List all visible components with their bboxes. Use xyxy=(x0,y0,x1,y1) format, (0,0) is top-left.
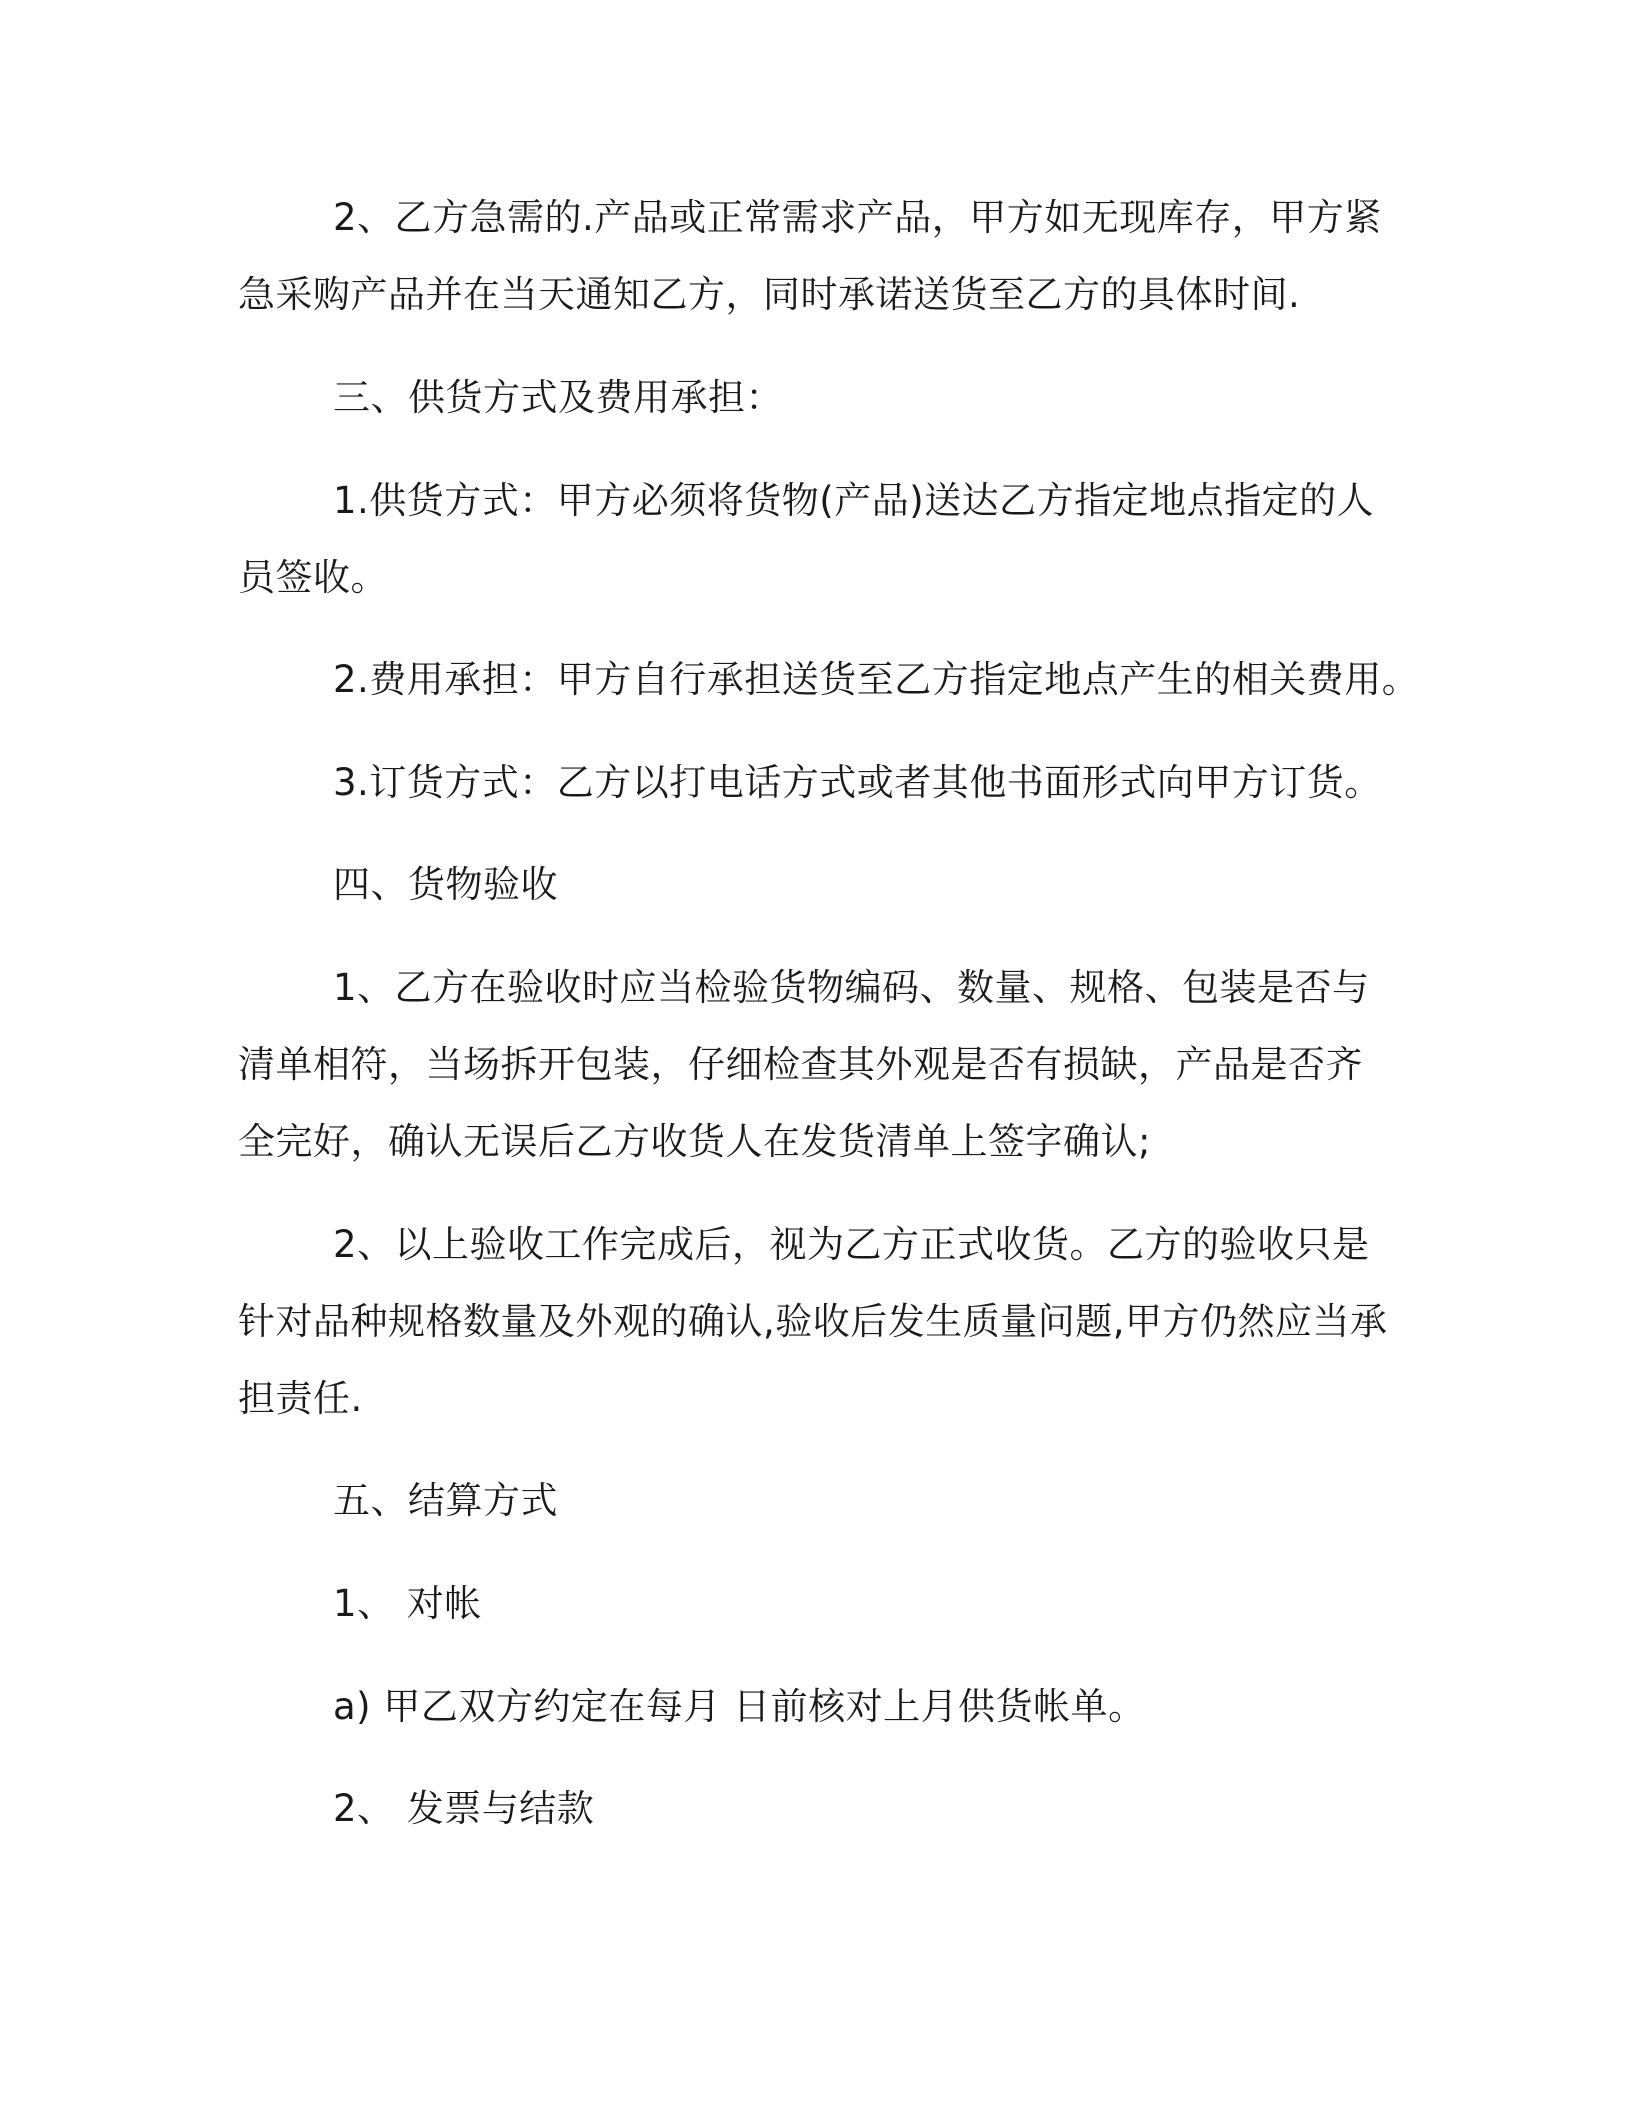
paragraph-line: a) 甲乙双方约定在每月 日前核对上月供货帐单。 xyxy=(333,1685,1146,1728)
paragraph-line: 针对品种规格数量及外观的确认,验收后发生质量问题,甲方仍然应当承 xyxy=(238,1300,1388,1343)
paragraph-line: 2、以上验收工作完成后，视为乙方正式收货。乙方的验收只是 xyxy=(333,1223,1370,1266)
subsection-heading: 1、 对帐 xyxy=(333,1582,482,1625)
paragraph-line: 清单相符，当场拆开包装，仔细检查其外观是否有损缺，产品是否齐 xyxy=(238,1043,1363,1086)
paragraph-line: 2.费用承担：甲方自行承担送货至乙方指定地点产生的相关费用。 xyxy=(333,658,1420,701)
paragraph-line: 3.订货方式：乙方以打电话方式或者其他书面形式向甲方订货。 xyxy=(333,761,1382,804)
paragraph-line: 担责任. xyxy=(238,1377,363,1420)
paragraph-line: 1.供货方式：甲方必须将货物(产品)送达乙方指定地点指定的人 xyxy=(333,479,1375,522)
paragraph-line: 1、乙方在验收时应当检验货物编码、数量、规格、包装是否与 xyxy=(333,966,1370,1009)
paragraph-line: 全完好，确认无误后乙方收货人在发货清单上签字确认; xyxy=(238,1120,1151,1163)
section-heading: 四、货物验收 xyxy=(333,863,558,906)
paragraph-line: 员签收。 xyxy=(238,556,388,599)
section-heading: 三、供货方式及费用承担： xyxy=(333,376,783,419)
subsection-heading: 2、 发票与结款 xyxy=(333,1787,595,1830)
section-heading: 五、结算方式 xyxy=(333,1479,558,1522)
paragraph-line: 急采购产品并在当天通知乙方，同时承诺送货至乙方的具体时间. xyxy=(238,273,1301,316)
paragraph-line: 2、乙方急需的.产品或正常需求产品，甲方如无现库存，甲方紧 xyxy=(333,196,1382,239)
